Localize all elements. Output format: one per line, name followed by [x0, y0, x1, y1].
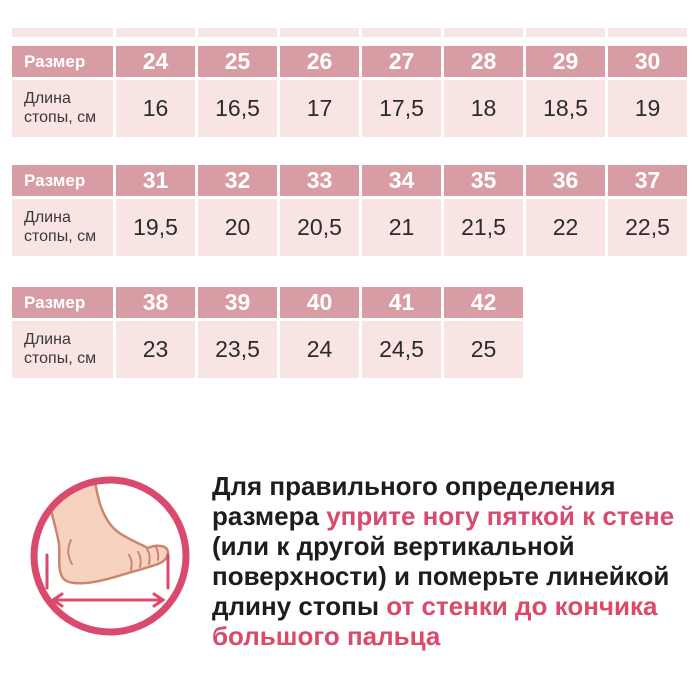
- size-table-24-30: [12, 46, 687, 137]
- size-header-cell: 36: [526, 165, 605, 196]
- cropped-row-cell: [444, 28, 523, 37]
- instruction-segment: большого пальца: [212, 621, 441, 651]
- size-header-cell: 38: [116, 287, 195, 318]
- size-table-31-37: [12, 165, 687, 256]
- cropped-row-cell: [526, 28, 605, 37]
- length-value-cell: 20: [198, 199, 277, 256]
- length-value-cell: 22,5: [608, 199, 687, 256]
- length-value-cell: 25: [444, 321, 523, 378]
- cropped-row-cell: [12, 28, 113, 37]
- size-header-cell: 31: [116, 165, 195, 196]
- instruction-segment: Для правильного определения: [212, 471, 616, 501]
- foot-measure-diagram: [30, 476, 190, 636]
- length-value-cell: 19: [608, 80, 687, 137]
- length-value-cell: 19,5: [116, 199, 195, 256]
- length-value-cell: 17: [280, 80, 359, 137]
- length-value-cell: 20,5: [280, 199, 359, 256]
- length-value-cell: 24,5: [362, 321, 441, 378]
- instruction-segment: от стенки до кончика: [386, 591, 658, 621]
- instruction-line: [212, 561, 674, 591]
- table-header-row: [12, 46, 687, 77]
- instruction-line: [212, 531, 674, 561]
- size-header-cell: 28: [444, 46, 523, 77]
- table-header-row: [12, 287, 523, 318]
- cropped-row-cell: [116, 28, 195, 37]
- size-header-cell: 37: [608, 165, 687, 196]
- size-header-cell: 24: [116, 46, 195, 77]
- length-value-cell: 18: [444, 80, 523, 137]
- header-label-cell: Размер: [12, 165, 113, 196]
- header-label-cell: Размер: [12, 287, 113, 318]
- header-label-cell: Размер: [12, 46, 113, 77]
- row-label-cell: Длина стопы, см: [12, 199, 113, 256]
- table-header-row: [12, 165, 687, 196]
- size-header-cell: 29: [526, 46, 605, 77]
- instruction-segment: длину стопы: [212, 591, 387, 621]
- instruction-segment: размера: [212, 501, 327, 531]
- row-label-cell: Длина стопы, см: [12, 321, 113, 378]
- size-header-cell: 40: [280, 287, 359, 318]
- length-value-cell: 24: [280, 321, 359, 378]
- instruction-segment: поверхности) и померьте линейкой: [212, 561, 670, 591]
- instruction-segment: уприте ногу пяткой к стене: [326, 501, 675, 531]
- size-header-cell: 33: [280, 165, 359, 196]
- table-data-row: [12, 80, 687, 137]
- instruction-line: [212, 591, 674, 621]
- size-header-cell: 25: [198, 46, 277, 77]
- length-value-cell: 16: [116, 80, 195, 137]
- instruction-line: [212, 501, 674, 531]
- length-value-cell: 21: [362, 199, 441, 256]
- length-value-cell: 16,5: [198, 80, 277, 137]
- size-header-cell: 30: [608, 46, 687, 77]
- cropped-row-cell: [280, 28, 359, 37]
- table-data-row: [12, 199, 687, 256]
- instruction-line: [212, 621, 674, 651]
- row-label-cell: Длина стопы, см: [12, 80, 113, 137]
- table-data-row: [12, 321, 523, 378]
- instruction-text: [212, 471, 674, 651]
- cropped-row-strip: [12, 28, 687, 37]
- length-value-cell: 21,5: [444, 199, 523, 256]
- instruction-segment: (или к другой вертикальной: [212, 531, 575, 561]
- size-header-cell: 39: [198, 287, 277, 318]
- size-header-cell: 34: [362, 165, 441, 196]
- length-value-cell: 23,5: [198, 321, 277, 378]
- size-header-cell: 32: [198, 165, 277, 196]
- size-table-38-42: [12, 287, 523, 378]
- size-header-cell: 27: [362, 46, 441, 77]
- size-header-cell: 26: [280, 46, 359, 77]
- length-value-cell: 23: [116, 321, 195, 378]
- length-value-cell: 17,5: [362, 80, 441, 137]
- size-header-cell: 42: [444, 287, 523, 318]
- cropped-row-cell: [608, 28, 687, 37]
- size-header-cell: 35: [444, 165, 523, 196]
- size-header-cell: 41: [362, 287, 441, 318]
- cropped-row-cell: [198, 28, 277, 37]
- length-value-cell: 18,5: [526, 80, 605, 137]
- instruction-line: [212, 471, 674, 501]
- cropped-row-cell: [362, 28, 441, 37]
- length-value-cell: 22: [526, 199, 605, 256]
